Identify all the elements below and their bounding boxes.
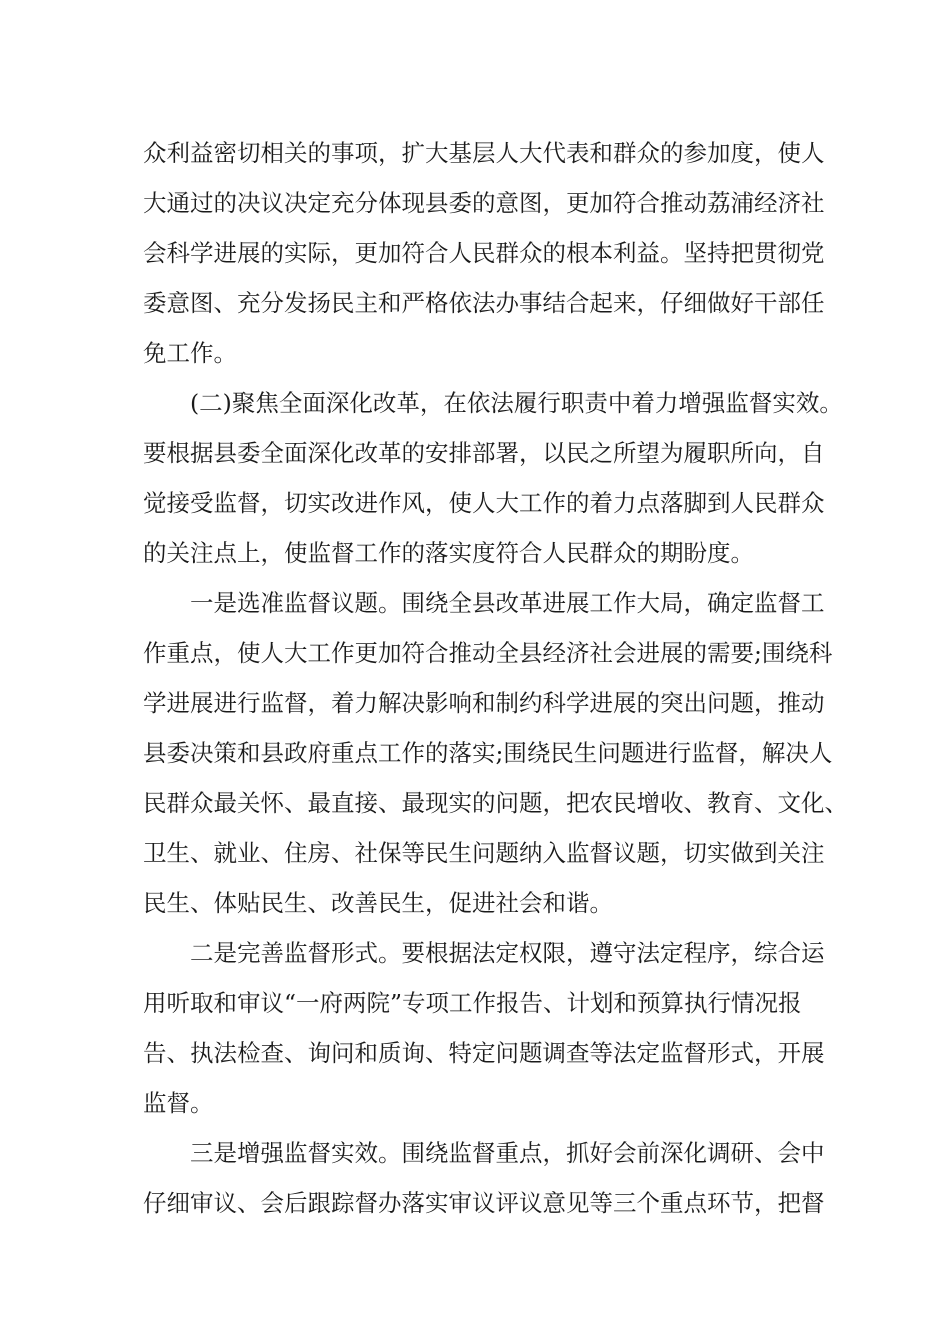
text-line: 学进展进行监督，着力解决影响和制约科学进展的突出问题，推动 [143, 689, 825, 717]
text-line: 大通过的决议决定充分体现县委的意图，更加符合推动荔浦经济社 [143, 189, 825, 217]
text-line: 一是选准监督议题。围绕全县改革进展工作大局，确定监督工 [190, 589, 825, 617]
text-line: 用听取和审议“一府两院”专项工作报告、计划和预算执行情况报 [143, 989, 802, 1017]
text-line: 监督。 [143, 1089, 214, 1117]
text-line: 告、执法检查、询问和质询、特定问题调查等法定监督形式，开展 [143, 1039, 825, 1067]
text-line: 免工作。 [143, 339, 237, 367]
text-line: 卫生、就业、住房、社保等民生问题纳入监督议题，切实做到关注 [143, 839, 825, 867]
text-line: 民群众最关怀、最直接、最现实的问题，把农民增收、教育、文化、 [143, 789, 848, 817]
text-line: 三是增强监督实效。围绕监督重点，抓好会前深化调研、会中 [190, 1139, 825, 1167]
text-line: 的关注点上，使监督工作的落实度符合人民群众的期盼度。 [143, 539, 754, 567]
text-line: 要根据县委全面深化改革的安排部署，以民之所望为履职所向，自 [143, 439, 825, 467]
text-line: 县委决策和县政府重点工作的落实;围绕民生问题进行监督，解决人 [143, 739, 833, 767]
text-line: 委意图、充分发扬民主和严格依法办事结合起来，仔细做好干部任 [143, 289, 825, 317]
text-line: 仔细审议、会后跟踪督办落实审议评议意见等三个重点环节，把督 [143, 1189, 825, 1217]
text-line: 会科学进展的实际，更加符合人民群众的根本利益。坚持把贯彻党 [143, 239, 825, 267]
text-line: 作重点，使人大工作更加符合推动全县经济社会进展的需要;围绕科 [143, 639, 833, 667]
text-line: 二是完善监督形式。要根据法定权限，遵守法定程序，综合运 [190, 939, 825, 967]
text-line: 民生、体贴民生、改善民生，促进社会和谐。 [143, 889, 613, 917]
section-heading: (二)聚焦全面深化改革，在依法履行职责中着力增强监督实效。 [190, 389, 843, 417]
text-line: 众利益密切相关的事项，扩大基层人大代表和群众的参加度，使人 [143, 139, 825, 167]
text-line: 觉接受监督，切实改进作风，使人大工作的着力点落脚到人民群众 [143, 489, 825, 517]
